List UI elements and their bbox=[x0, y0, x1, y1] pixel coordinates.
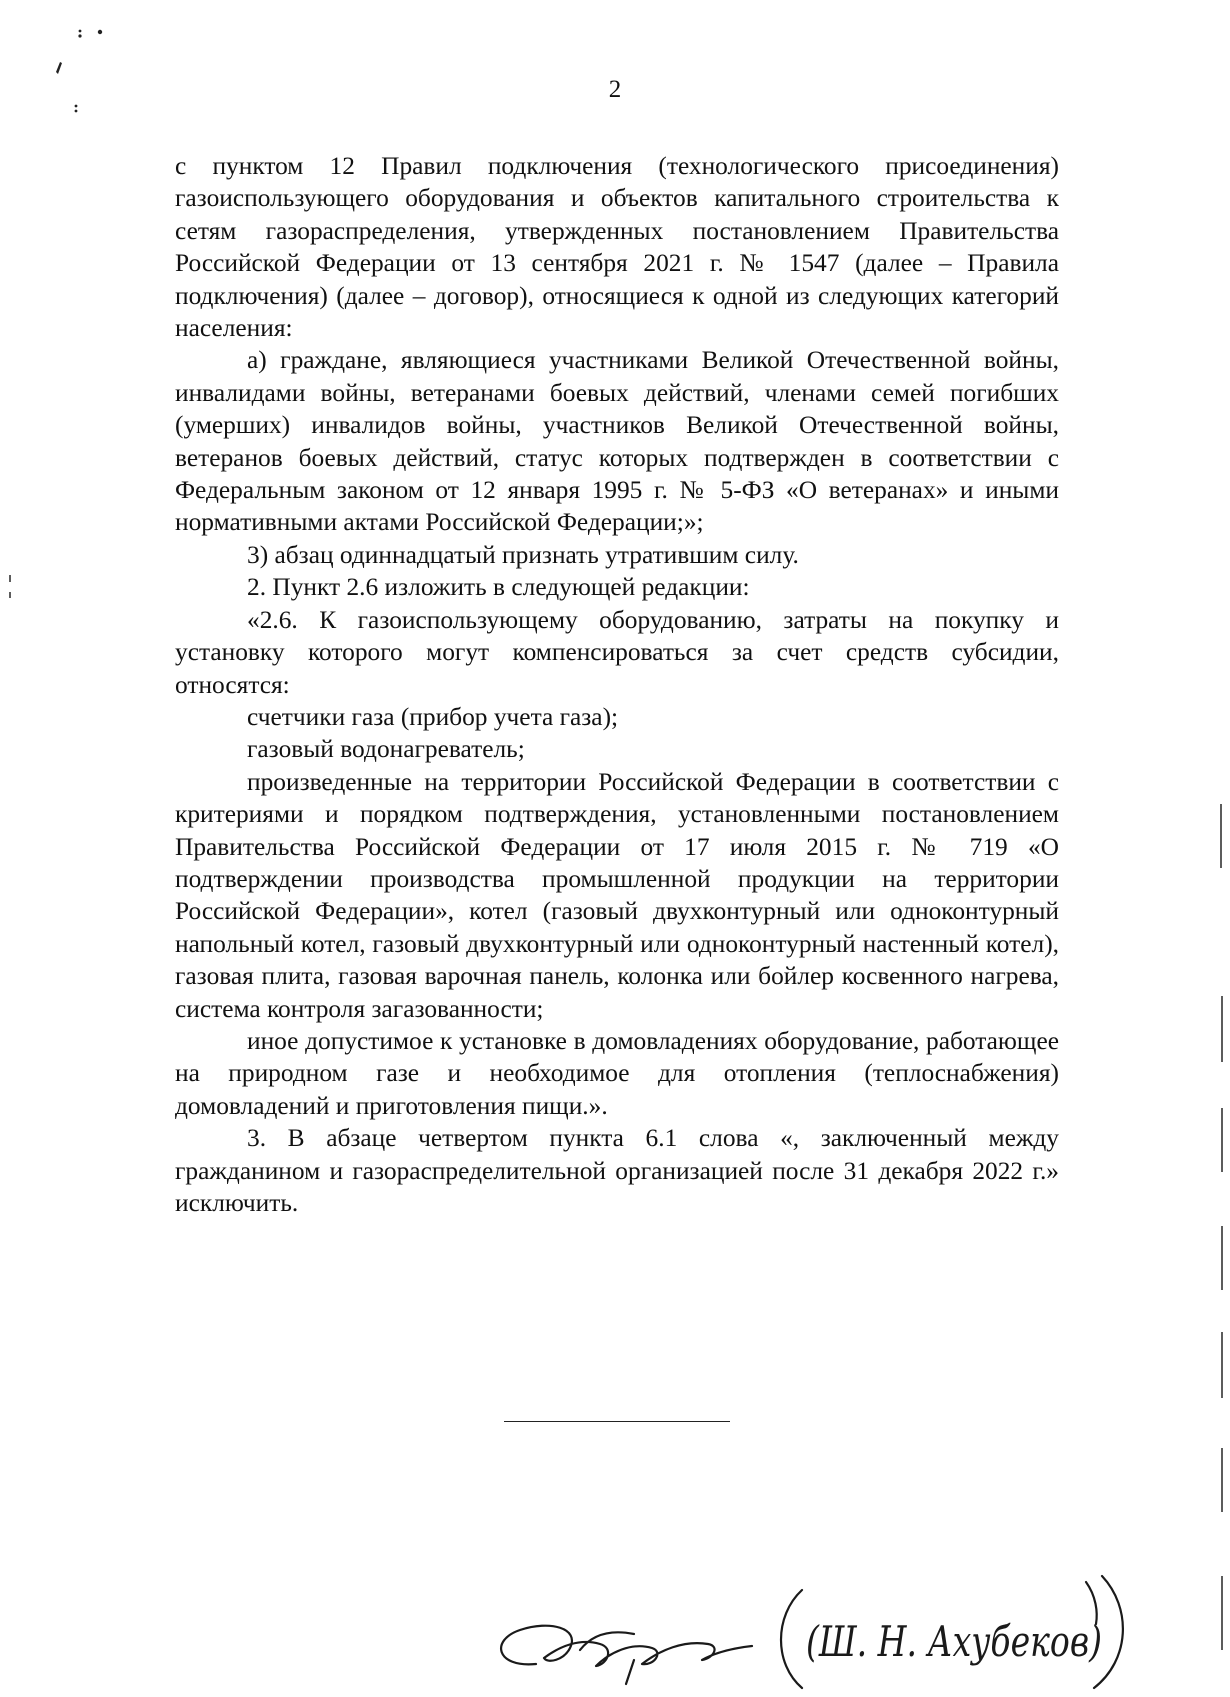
paragraph-other-equipment: иное допустимое к установке в домовладениях оборудование, работающее на природном газе и необходимое для отопления (теплоснабжения) домовладений и приготовления пищи.». bbox=[175, 1026, 1059, 1120]
paragraph-point-3: 3. В абзаце четвертом пункта 6.1 слова «, заключенный между гражданином и газораспределительной организацией после 31 декабря 2022 г.» исключить. bbox=[175, 1124, 1059, 1217]
paragraph-water-heater: газовый водонагреватель; bbox=[247, 735, 525, 764]
paragraph-2-6: «2.6. К газоиспользующему оборудованию, затраты на покупку и установку которого могут компенсироваться за счет средств субсидии, относятся: bbox=[175, 605, 1059, 699]
paragraph-category-a: а) граждане, являющиеся участниками Великой Отечественной войны, инвалидами войны, ветеранами боевых действий, членами семей погибших (умерших) инвалидов войны, участников Великой Отечественной войны, ветеранов боевых действий, статус которых подтвержден в соответствии с Федеральным законом от 12 января 1995 г. № 5-ФЗ «О ветеранах» и иными нормативными актами Российской Федерации;»; bbox=[175, 346, 1059, 537]
paragraph-point-2: 2. Пункт 2.6 изложить в следующей редакции: bbox=[247, 573, 750, 602]
handwritten-signature bbox=[484, 1572, 1144, 1692]
separator-line bbox=[504, 1421, 730, 1422]
signature-handwritten-name: (Ш. Н. Ахубеков) bbox=[806, 1617, 1102, 1666]
document-body bbox=[175, 150, 1059, 1219]
page-number: 2 bbox=[608, 76, 622, 103]
paragraph-produced-equipment: произведенные на территории Российской Федерации в соответствии с критериями и порядком подтверждения, установленными постановлением Правительства Российской Федерации от 17 июля 2015 г. № 719 «О подтверждении производства промышленной продукции на территории Российской Федерации», котел (газовый двухконтурный или одноконтурный напольный котел, газовый двухконтурный или одноконтурный настенный котел), газовая плита, газовая варочная панель, колонка или бойлер косвенного нагрева, система контроля загазованности; bbox=[175, 767, 1059, 1023]
paragraph-intro: с пунктом 12 Правил подключения (технологического присоединения) газоиспользующего оборудования и объектов капитального строительства к сетям газораспределения, утвержденных постановлением Правительства Российской Федерации от 13 сентября 2021 г. № 1547 (далее – Правила подключения) (далее – договор), относящиеся к одной из следующих категорий населения: bbox=[175, 152, 1059, 343]
paragraph-gas-meters: счетчики газа (прибор учета газа); bbox=[247, 702, 619, 731]
paragraph-item-3: 3) абзац одиннадцатый признать утратившим силу. bbox=[247, 540, 799, 569]
